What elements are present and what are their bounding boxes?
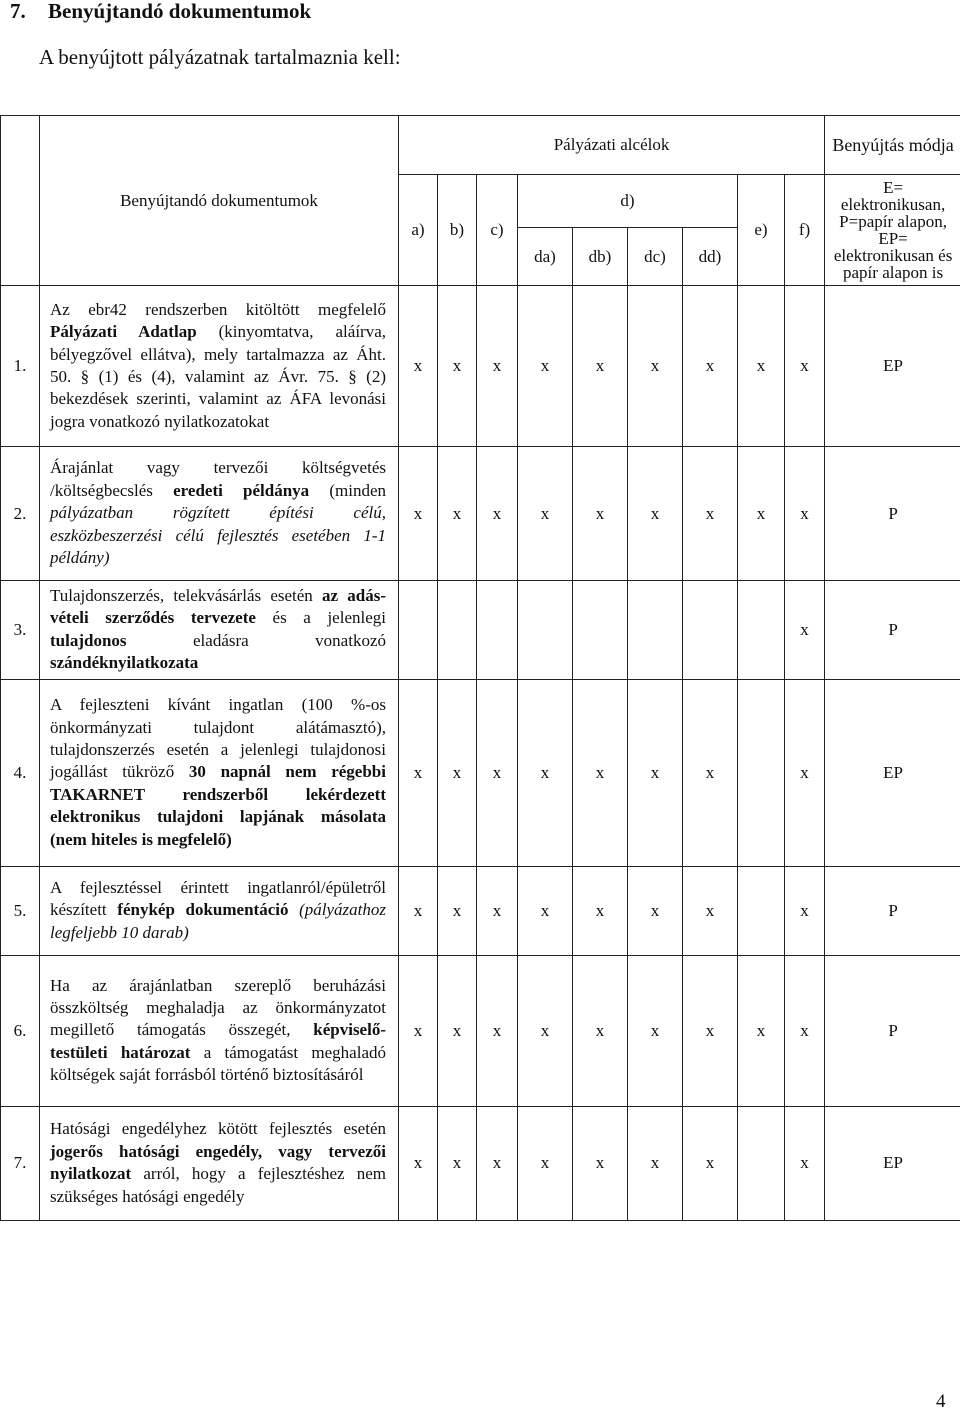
subgoal-mark bbox=[738, 581, 785, 680]
description-segment: Ha az árajánlatban szereplő beruházási összköltség meghaladja az önkormányzatot megillető támogatás összegét, bbox=[50, 975, 386, 1040]
subgoal-mark bbox=[438, 581, 477, 680]
table-row bbox=[1, 581, 960, 680]
section-heading bbox=[10, 0, 311, 24]
subgoal-mark: x bbox=[399, 447, 438, 581]
description-segment: eladásra vonatkozó bbox=[126, 630, 386, 650]
subgoal-mark: x bbox=[477, 955, 518, 1106]
description-segment bbox=[288, 900, 299, 919]
description-segment: és a jelenlegi bbox=[255, 608, 386, 628]
table-row bbox=[1, 955, 960, 1106]
subgoal-mark: x bbox=[628, 447, 683, 581]
subgoal-mark: x bbox=[477, 866, 518, 955]
description-segment: (pályázathoz legfeljebb 10 darab) bbox=[50, 900, 386, 942]
table-row bbox=[1, 866, 960, 955]
description-segment: Hatósági engedélyhez kötött fejlesztés esetén bbox=[50, 1119, 386, 1139]
method-legend-line: papír alapon is bbox=[843, 263, 944, 282]
submission-method: EP bbox=[825, 679, 960, 866]
subgoal-mark: x bbox=[438, 447, 477, 581]
subgoal-mark: x bbox=[573, 286, 628, 447]
description-segment: arról, hogy a fejlesztéshez nem szükséges hatósági engedély bbox=[50, 1164, 386, 1206]
submission-method: P bbox=[825, 447, 960, 581]
subgoal-mark: x bbox=[438, 955, 477, 1106]
subgoal-mark: x bbox=[573, 447, 628, 581]
subgoal-mark: x bbox=[785, 955, 825, 1106]
subgoal-mark: x bbox=[518, 955, 573, 1106]
subgoal-mark: x bbox=[573, 679, 628, 866]
table-row bbox=[1, 1106, 960, 1220]
document-description bbox=[40, 866, 399, 955]
col-e-label: e) bbox=[738, 175, 785, 286]
description-segment: (minden bbox=[309, 480, 386, 500]
subgoal-mark: x bbox=[628, 955, 683, 1106]
description-segment: tulajdonos bbox=[50, 630, 127, 650]
header-method-label: Benyújtás módja bbox=[832, 135, 954, 155]
subgoal-mark bbox=[683, 581, 738, 680]
subgoal-mark: x bbox=[683, 955, 738, 1106]
description-segment: a támogatást meghaladó költségek saját forrásból történő biztosításáról bbox=[50, 1042, 386, 1085]
description-segment: szándéknyilatkozata bbox=[50, 653, 199, 673]
description-segment: képviselő-testületi határozat bbox=[50, 1020, 386, 1062]
table-row bbox=[1, 286, 960, 447]
subgoal-mark: x bbox=[628, 1106, 683, 1220]
table-row bbox=[1, 447, 960, 581]
subgoal-mark: x bbox=[438, 866, 477, 955]
subgoal-mark: x bbox=[738, 286, 785, 447]
subgoal-mark: x bbox=[738, 447, 785, 581]
row-number: 3. bbox=[1, 581, 40, 680]
col-db-label: db) bbox=[573, 228, 628, 286]
method-legend-line: elektronikusan és bbox=[833, 246, 953, 265]
subgoal-mark: x bbox=[738, 955, 785, 1106]
subgoal-mark bbox=[573, 581, 628, 680]
page-number: 4 bbox=[936, 1391, 946, 1412]
col-c-label: c) bbox=[477, 175, 518, 286]
subgoal-mark bbox=[738, 679, 785, 866]
subgoal-mark: x bbox=[518, 447, 573, 581]
subgoal-mark: x bbox=[573, 866, 628, 955]
subgoal-mark: x bbox=[438, 679, 477, 866]
header-subgoals-label: Pályázati alcélok bbox=[553, 135, 670, 154]
subgoal-mark: x bbox=[438, 1106, 477, 1220]
description-segment: 30 napnál nem régebbi TAKARNET rendszerből lekérdezett elektronikus tulajdoni lapjának másolata (nem hiteles is megfelelő) bbox=[50, 762, 386, 849]
subgoal-mark: x bbox=[785, 447, 825, 581]
document-description bbox=[40, 679, 399, 866]
intro-text: A benyújtott pályázatnak tartalmaznia kell: bbox=[39, 45, 401, 69]
subgoal-mark: x bbox=[477, 447, 518, 581]
subgoal-mark: x bbox=[683, 286, 738, 447]
subgoal-mark: x bbox=[628, 866, 683, 955]
description-segment: eredeti példánya bbox=[173, 480, 310, 500]
description-segment: (kinyomtatva, aláírva, bélyegzővel ellátva), mely tartalmazza az Áht. 50. § (1) és (4), valamint az Ávr. 75. § (2) bekezdések szerinti, valamint az ÁFA levonási jogra vonatkozó nyilatkozatokat bbox=[50, 322, 387, 431]
subgoal-mark: x bbox=[785, 581, 825, 680]
subgoal-mark bbox=[477, 581, 518, 680]
method-legend bbox=[825, 175, 960, 286]
subgoal-mark: x bbox=[438, 286, 477, 447]
subgoal-mark: x bbox=[518, 1106, 573, 1220]
document-description bbox=[40, 1106, 399, 1220]
subgoal-mark bbox=[399, 581, 438, 680]
description-segment: fénykép dokumentáció bbox=[117, 900, 289, 920]
subgoal-mark: x bbox=[477, 1106, 518, 1220]
method-legend-line: P=papír alapon, bbox=[839, 212, 947, 231]
subgoal-mark: x bbox=[399, 955, 438, 1106]
subgoal-mark: x bbox=[399, 679, 438, 866]
submission-method: P bbox=[825, 866, 960, 955]
document-description bbox=[40, 447, 399, 581]
description-segment: A fejlesztéssel érintett ingatlanról/épületről készített bbox=[50, 878, 386, 920]
subgoal-mark: x bbox=[477, 286, 518, 447]
row-number: 7. bbox=[1, 1106, 40, 1220]
description-segment: az adás-vételi szerződés tervezete bbox=[50, 586, 386, 628]
header-method bbox=[825, 116, 960, 175]
document-description bbox=[40, 286, 399, 447]
subgoal-mark: x bbox=[683, 447, 738, 581]
subgoal-mark: x bbox=[477, 679, 518, 866]
section-title: Benyújtandó dokumentumok bbox=[48, 0, 312, 23]
col-a-label: a) bbox=[399, 175, 438, 286]
method-legend-line: E= bbox=[883, 178, 904, 197]
description-segment: jogerős hatósági engedély, vagy tervezői nyilatkozat bbox=[50, 1141, 386, 1184]
description-segment: Az ebr42 rendszerben kitöltött megfelelő bbox=[50, 299, 386, 319]
col-dd-label: dd) bbox=[683, 228, 738, 286]
row-number: 5. bbox=[1, 866, 40, 955]
col-f-label: f) bbox=[785, 175, 825, 286]
subgoal-mark: x bbox=[518, 866, 573, 955]
submission-method: P bbox=[825, 581, 960, 680]
header-blank-cell bbox=[1, 116, 40, 286]
description-segment: Árajánlat vagy tervezői költségvetés /költségbecslés bbox=[50, 458, 386, 500]
subgoal-mark: x bbox=[785, 286, 825, 447]
row-number: 1. bbox=[1, 286, 40, 447]
subgoal-mark: x bbox=[683, 866, 738, 955]
document-description bbox=[40, 955, 399, 1106]
subgoal-mark bbox=[738, 866, 785, 955]
subgoal-mark: x bbox=[573, 955, 628, 1106]
method-legend-line: elektronikusan, bbox=[840, 195, 946, 214]
description-segment: Tulajdonszerzés, telekvásárlás esetén bbox=[50, 586, 322, 605]
col-dc-label: dc) bbox=[628, 228, 683, 286]
table-row bbox=[1, 679, 960, 866]
subgoal-mark bbox=[738, 1106, 785, 1220]
subgoal-mark: x bbox=[399, 286, 438, 447]
col-b-label: b) bbox=[438, 175, 477, 286]
description-segment: A fejleszteni kívánt ingatlan (100 %-os önkormányzati tulajdont alátámasztó), tulajdonszerzés esetén a jelenlegi tulajdonosi jogállást tükröző bbox=[50, 695, 386, 782]
subgoal-mark bbox=[518, 581, 573, 680]
submission-method: EP bbox=[825, 286, 960, 447]
subgoal-mark: x bbox=[683, 679, 738, 866]
subgoal-mark: x bbox=[785, 866, 825, 955]
subgoal-mark: x bbox=[683, 1106, 738, 1220]
header-documents bbox=[40, 116, 399, 286]
subgoal-mark: x bbox=[399, 1106, 438, 1220]
col-da-label: da) bbox=[518, 228, 573, 286]
header-subgoals bbox=[399, 116, 825, 175]
subgoal-mark: x bbox=[785, 1106, 825, 1220]
document-description bbox=[40, 581, 399, 680]
subgoal-mark: x bbox=[628, 679, 683, 866]
subgoal-mark: x bbox=[518, 679, 573, 866]
method-legend-line: EP= bbox=[878, 229, 908, 248]
row-number: 6. bbox=[1, 955, 40, 1106]
row-number: 2. bbox=[1, 447, 40, 581]
subgoal-mark: x bbox=[518, 286, 573, 447]
subgoal-mark: x bbox=[628, 286, 683, 447]
submission-method: EP bbox=[825, 1106, 960, 1220]
section-number: 7. bbox=[10, 0, 26, 23]
row-number: 4. bbox=[1, 679, 40, 866]
submission-method: P bbox=[825, 955, 960, 1106]
description-segment: Pályázati Adatlap bbox=[50, 322, 197, 342]
subgoal-mark: x bbox=[399, 866, 438, 955]
subgoal-mark: x bbox=[573, 1106, 628, 1220]
col-d-label: d) bbox=[518, 175, 738, 228]
header-documents-label: Benyújtandó dokumentumok bbox=[120, 190, 318, 210]
subgoal-mark: x bbox=[785, 679, 825, 866]
description-segment: pályázatban rögzített építési célú, eszközbeszerzési célú fejlesztés esetében 1-1 példány) bbox=[50, 503, 386, 568]
subgoal-mark bbox=[628, 581, 683, 680]
documents-table bbox=[0, 115, 960, 1221]
